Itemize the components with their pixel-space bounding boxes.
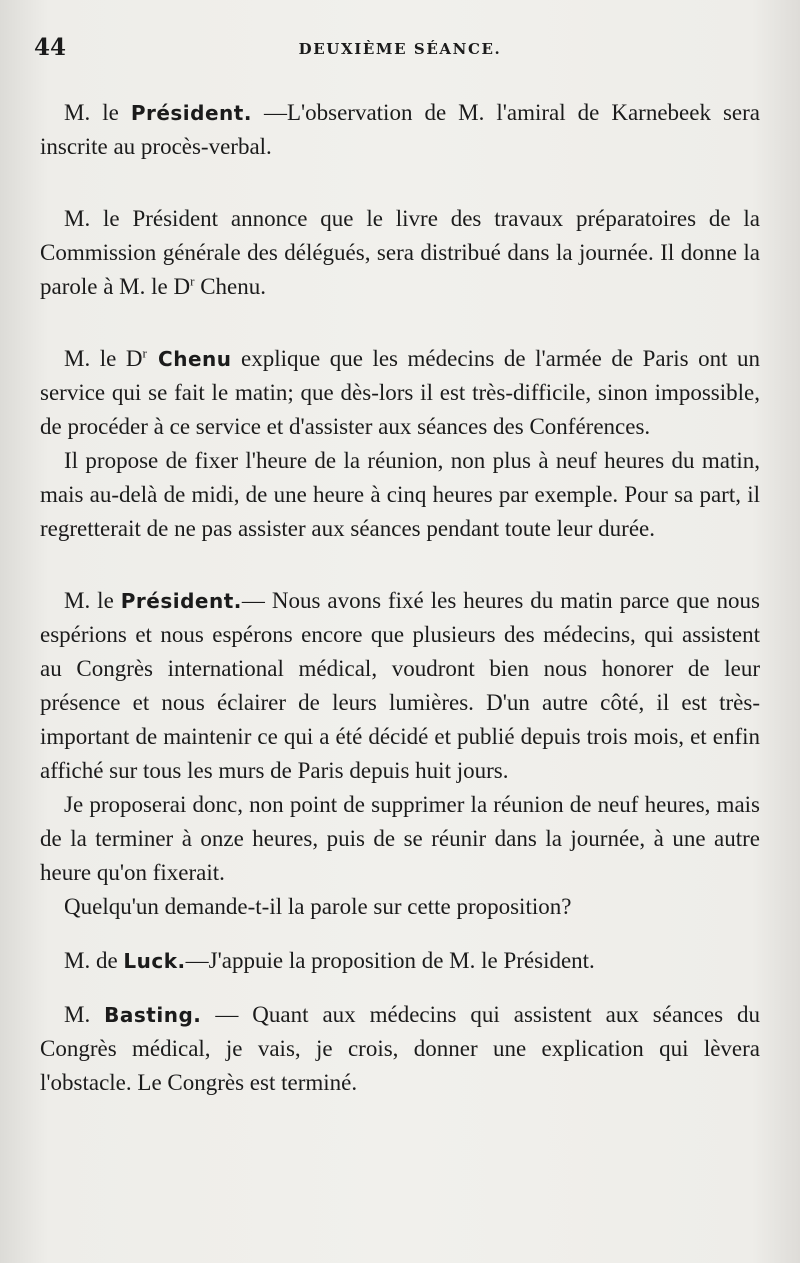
paragraph-text: —J'appuie la proposition de M. le Président. [185,948,595,973]
paragraph-president-2 [40,584,760,788]
speaker-name: Président. [120,589,242,613]
speaker-name: Président. [130,101,252,125]
paragraph-text: explique que les médecins de l'armée de Paris ont un service qui se fait le matin; que dès-lors il est très-difficile, sinon impossible, de procéder à ce service et d'assister aux séances des Conférences. [40,346,761,439]
speaker-name: Luck. [123,949,186,973]
page-body [40,96,760,1100]
paragraph-president-announcement [40,202,760,304]
speaker-name: Chenu [146,347,232,371]
speaker-prefix: M. de [64,948,124,973]
speaker-prefix: M. le [64,588,121,613]
paragraph-chenu-proposal [40,444,760,546]
paragraph-text: Il propose de fixer l'heure de la réunion, non plus à neuf heures du matin, mais au-delà de midi, de une heure à cinq heures par exemple. Pour sa part, il regretterait de ne pas assister aux séances pendant toute leur durée. [40,448,760,541]
paragraph-president-proposal [40,788,760,890]
paragraph-basting [40,998,760,1100]
superscript: r [142,345,147,361]
page-header [34,34,766,64]
page-number: 44 [34,34,67,61]
paragraph-luck [40,944,760,978]
running-title: DEUXIÈME SÉANCE. [298,40,502,58]
paragraph-chenu [40,342,760,444]
paragraph-president-question [40,890,760,924]
speaker-name: Basting. [104,1003,202,1027]
paragraph-text: M. le Président annonce que le livre des travaux préparatoires de la Commission générale des délégués, sera distribué dans la journée. Il donne la parole à M. le D [40,206,760,299]
speaker-prefix: M. le [64,100,131,125]
paragraph-text: — Quant aux médecins qui assistent aux séances du Congrès médical, je vais, je crois, donner une explication qui lèvera l'obstacle. Le Congrès est terminé. [40,1002,760,1095]
superscript: r [190,273,195,289]
paragraph-text: Quelqu'un demande-t-il la parole sur cette proposition? [64,894,572,919]
paragraph-text: —L'observation de M. l'amiral de Karnebeek sera inscrite au procès-verbal. [40,100,760,159]
speaker-prefix: M. le D [64,346,143,371]
paragraph-text: — Nous avons fixé les heures du matin parce que nous espérions et nous espérons encore que plusieurs des médecins, qui assistent au Congrès international médical, voudront bien nous honorer de leur présence et nous éclairer de leurs lumières. D'un autre côté, il est très-important de maintenir ce qui a été décidé et publié depuis trois mois, et enfin affiché sur tous les murs de Paris depuis huit jours. [40,588,760,783]
paragraph-president-1 [40,96,760,164]
paragraph-text-end: Chenu. [194,274,266,299]
speaker-prefix: M. [64,1002,105,1027]
paragraph-text: Je proposerai donc, non point de supprimer la réunion de neuf heures, mais de la terminer à onze heures, puis de se réunir dans la journée, à une autre heure qu'on fixerait. [40,792,760,885]
